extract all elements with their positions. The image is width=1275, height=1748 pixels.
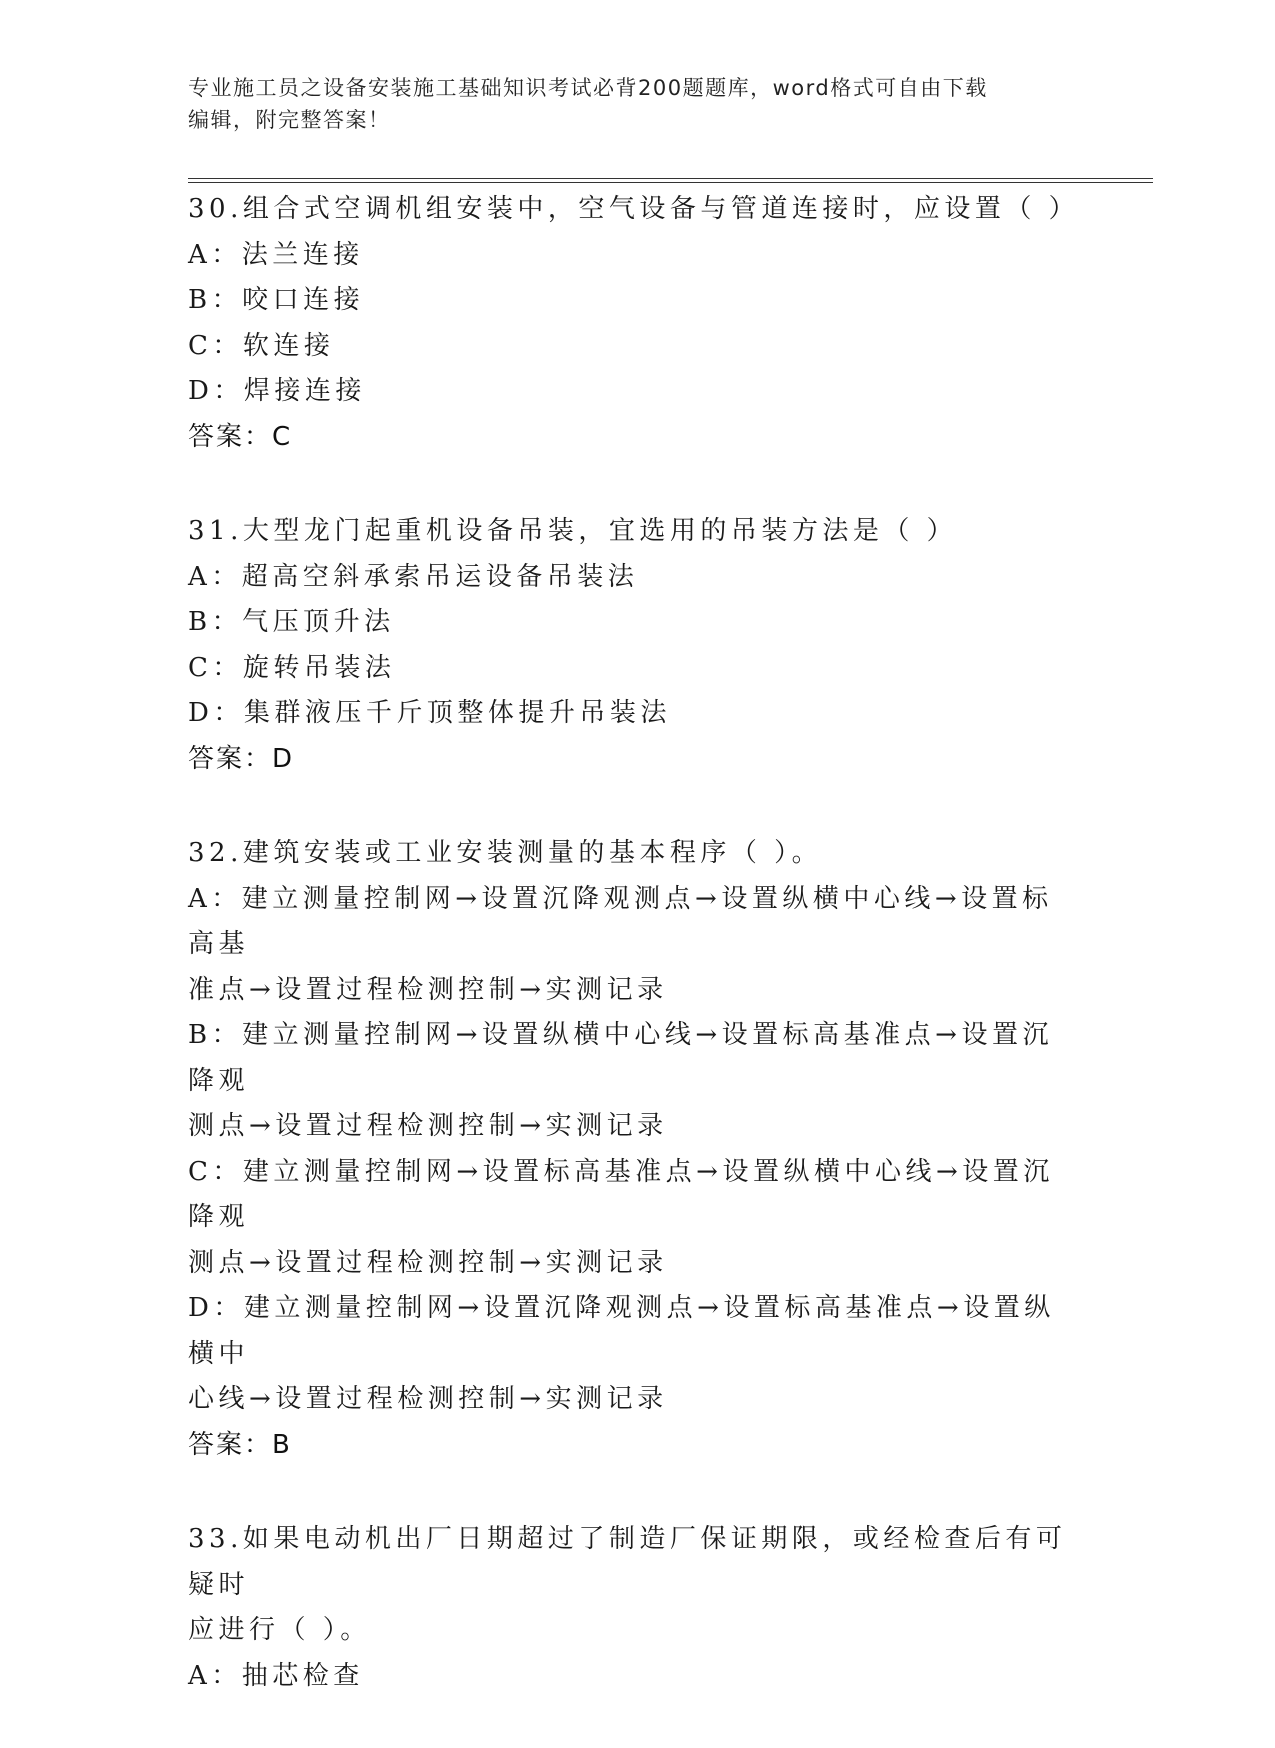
question-block [188,187,1078,460]
answer-option: A：抽芯检查 [188,1660,364,1691]
answer-option: D：集群液压千斤顶整体提升吊装法 [188,698,671,728]
answer-option: A：法兰连接 [188,239,364,270]
header-line-2: 编辑，附完整答案！ [188,108,391,132]
question-block [188,831,1078,1468]
question-block [188,1517,1078,1699]
answer-option: A：超高空斜承索吊运设备吊装法 [188,561,639,592]
answer-option: B：咬口连接 [188,285,365,315]
question-stem: 应进行（ ）。 [188,1615,371,1645]
answer-option: 心线→设置过程检测控制→实测记录 [188,1384,668,1414]
answer-option: D：建立测量控制网→设置沉降观测点→设置标高基准点→设置纵横中 [188,1293,1055,1369]
header-line-1: 专业施工员之设备安装施工基础知识考试必背200题题库，word格式可自由下载 [188,76,988,100]
answer-key: 答案：B [188,1429,292,1460]
question-stem: 33.如果电动机出厂日期超过了制造厂保证期限，或经检查后有可疑时 [188,1524,1067,1600]
answer-option: B：气压顶升法 [188,607,395,637]
answer-option: 准点→设置过程检测控制→实测记录 [188,974,668,1005]
header-divider [188,178,1153,183]
answer-option: D：焊接连接 [188,376,366,406]
answer-option: C：软连接 [188,330,335,361]
answer-option: 测点→设置过程检测控制→实测记录 [188,1247,668,1278]
answer-option: C：旋转吊装法 [188,652,396,683]
answer-option: C：建立测量控制网→设置标高基准点→设置纵横中心线→设置沉降观 [188,1156,1054,1232]
answer-key: 答案：D [188,743,295,774]
answer-key: 答案：C [188,421,293,452]
answer-option: 测点→设置过程检测控制→实测记录 [188,1111,668,1141]
question-block [188,509,1078,782]
document-header [188,72,1068,136]
question-stem: 31.大型龙门起重机设备吊装，宜选用的吊装方法是（ ） [188,516,958,546]
question-stem: 32.建筑安装或工业安装测量的基本程序（ ）。 [188,838,823,868]
answer-option: B：建立测量控制网→设置纵横中心线→设置标高基准点→设置沉降观 [188,1020,1053,1096]
question-list [188,187,1078,1748]
answer-option: A：建立测量控制网→设置沉降观测点→设置纵横中心线→设置标高基 [188,883,1053,959]
question-stem: 30.组合式空调机组安装中，空气设备与管道连接时，应设置（ ） [188,194,1080,224]
